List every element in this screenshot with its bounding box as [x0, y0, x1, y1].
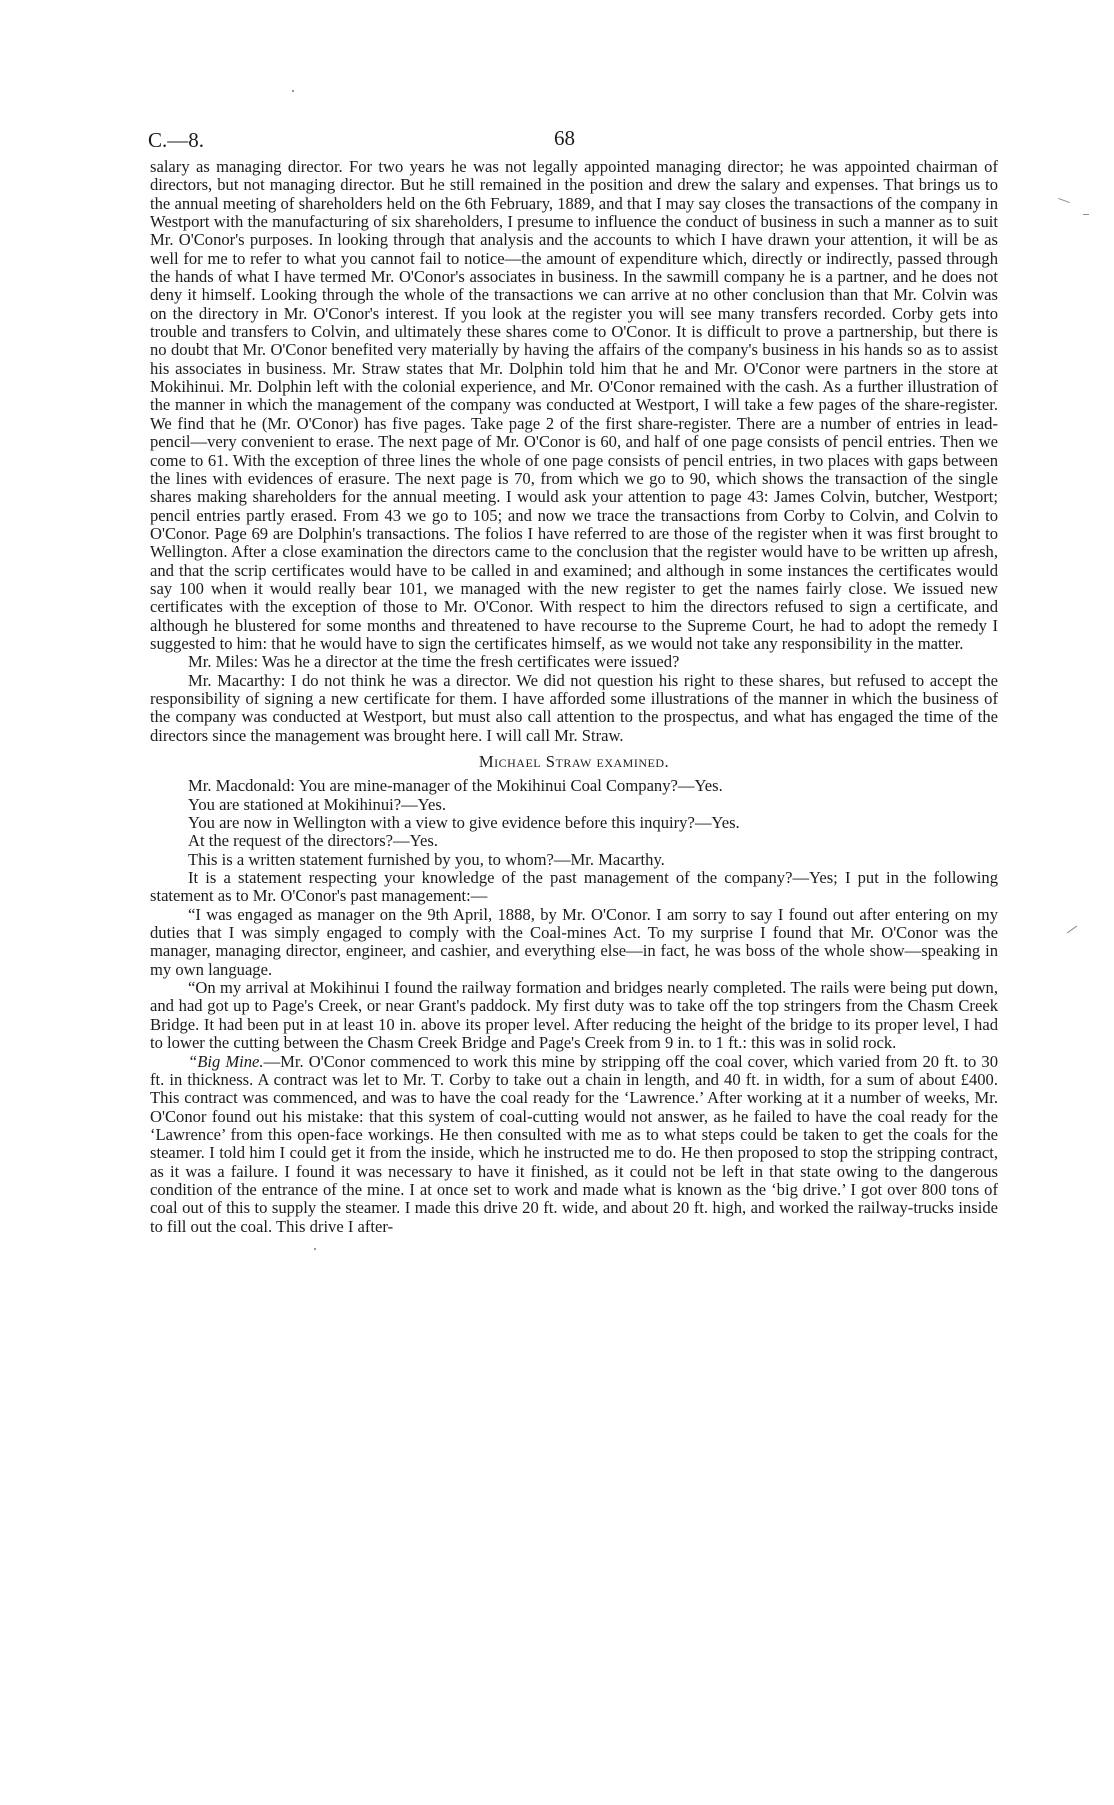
qa-line: This is a written statement furnished by you, to whom?—Mr. Macarthy. — [188, 849, 665, 869]
statement-paragraph: “On my arrival at Mokihinui I found the railway formation and bridges nearly completed. The rails were being put down, and had got up to Page's Creek, or near Grant's paddock. My first duty was to take off the top stringers from the Chasm Creek Bridge. It had been put in at least 10 in. above its proper level. After reducing the height of the bridge to its proper level, I had to lower the cutting between the Chasm Creek Bridge and Page's Creek from 9 in. to 1 ft.: this was in solid rock. — [150, 978, 998, 1053]
paragraph: Mr. Miles: Was he a director at the time the fresh certificates were issued? — [188, 652, 680, 672]
page-number: 68 — [554, 126, 575, 150]
qa-line: At the request of the directors?—Yes. — [188, 831, 438, 851]
scan-mark — [1067, 926, 1077, 934]
scan-mark — [1058, 198, 1070, 203]
scan-mark — [292, 90, 294, 92]
big-mine-title: “Big Mine. — [188, 1051, 264, 1071]
big-mine-text: —Mr. O'Conor commenced to work this mine by stripping off the coal cover, which varied from 20 ft. to 30 ft. in thickness. A contract was let to Mr. T. Corby to take out a chain in length, and 40 ft. in width, for a sum of about £400. This contract was commenced, and was to have the coal ready for the ‘Lawrence.’ After working at it a number of weeks, Mr. O'Conor found out his mistake: that this system of coal-cutting would not answer, as he failed to have the coal ready for the ‘Lawrence’ from this open-face workings. He then consulted with me as to what steps could be taken to get the coals for the steamer. I told him I could get it from the inside, which he instructed me to do. He then proposed to stop the stripping contract, as it was a failure. I found it was necessary to have it finished, as it could not be left in that state owing to the dangerous condition of the entrance of the mine. I at once set to work and made what is known as the ‘big drive.’ I got over 800 tons of coal out of this to supply the steamer. I made this drive 20 ft. wide, and about 20 ft. high, and worked the railway-trucks inside to fill out the coal. This drive I after- — [150, 1051, 999, 1236]
paragraph: Mr. Macarthy: I do not think he was a director. We did not question his right to these shares, but refused to accept the responsibility of signing a new certificate for them. I have afforded some illustrations of the manner in which the business of the company was conducted at Westport, but must also call attention to the prospectus, and what has engaged the time of the directors since the management was brought here. I will call Mr. Straw. — [150, 670, 998, 745]
document-reference: C.—8. — [148, 128, 205, 152]
paragraph: salary as managing director. For two years he was not legally appointed managing director; he was appointed chairman of directors, but not managing director. But he still remained in the position and drew the salary and expenses. That brings us to the annual meeting of shareholders held on the 6th February, 1889, and that I may say closes the transactions of the company in Westport with the manufacturing of six shareholders, I presume to influence the conduct of business in such a manner as to suit Mr. O'Conor's purposes. In looking through that analysis and the accounts to which I have drawn your attention, it will be as well for me to refer to what you cannot fail to notice—the amount of expenditure which, directly or indirectly, passed through the hands of what I have termed Mr. O'Conor's associates in business. In the sawmill company he is a partner, and he does not deny it himself. Looking through the whole of the transactions we can arrive at no other conclusion than that Mr. Colvin was on the directory in Mr. O'Conor's interest. If you look at the register you will see many transfers recorded. Corby gets into trouble and transfers to Colvin, and ultimately these shares come to O'Conor. It is difficult to prove a partnership, but there is no doubt that Mr. O'Conor benefited very materially by having the affairs of the company's business in his hands so as to assist his associates in business. Mr. Straw states that Mr. Dolphin told him that he and Mr. O'Conor were partners in the store at Mokihinui. Mr. Dolphin left with the colonial experience, and Mr. O'Conor remained with the cash. As a further illustration of the manner in which the management of the company was conducted at Westport, I will take a few pages of the share-register. We find that he (Mr. O'Conor) has five pages. Take page 2 of the first share-register. There are a number of entries in lead-pencil—very convenient to erase. The next page of Mr. O'Conor is 60, and half of one page consists of pencil entries. Then we come to 61. With the exception of three lines the whole of one page consists of pencil entries, in two places with gaps between the lines with evidences of erasure. The next page is 70, from which we go to 90, which shows the transaction of the single shares making shareholders for the annual meeting. I would ask your attention to page 43: James Colvin, butcher, Westport; pencil entries partly erased. From 43 we go to 105; and now we trace the transactions from Corby to Colvin, and Colvin to O'Conor. Page 69 are Dolphin's transactions. The folios I have referred to are those of the register when it was first brought to Wellington. After a close examination the directors came to the conclusion that the register would have to be written up afresh, and that the scrip certificates would have to be called in and examined; and although in some instances the certificates would say 100 when it would really bear 101, we managed with the new register to get the names fairly close. We issued new certificates with the exception of those to Mr. O'Conor. With respect to him the directors refused to sign a certificate, and although he blustered for some months and threatened to have recourse to the Supreme Court, he had to adopt the remedy I suggested to him: that he would have to sign the certificates himself, as we would not take any responsibility in the matter. — [150, 157, 998, 653]
scan-mark — [1083, 214, 1089, 215]
document-page — [150, 118, 998, 1236]
big-mine-paragraph — [150, 1053, 998, 1236]
qa-line: You are stationed at Mokihinui?—Yes. — [188, 794, 446, 814]
page-header — [150, 118, 998, 158]
qa-line: You are now in Wellington with a view to give evidence before this inquiry?—Yes. — [188, 813, 740, 833]
qa-line: Mr. Macdonald: You are mine-manager of the Mokihinui Coal Company?—Yes. — [188, 776, 723, 796]
scan-mark — [314, 1248, 316, 1250]
qa-line: It is a statement respecting your knowledge of the past management of the company?—Yes; I put in the following statement as to Mr. O'Conor's past management:— — [150, 868, 998, 906]
body-text — [150, 158, 998, 1236]
statement-paragraph: “I was engaged as manager on the 9th April, 1888, by Mr. O'Conor. I am sorry to say I found out after entering on my duties that I was simply engaged to comply with the Coal-mines Act. To my surprise I found that Mr. O'Conor was the manager, managing director, engineer, and cashier, and everything else—in fact, he was boss of the whole show—speaking in my own language. — [150, 904, 998, 979]
section-heading: Michael Straw examined. — [478, 752, 670, 771]
